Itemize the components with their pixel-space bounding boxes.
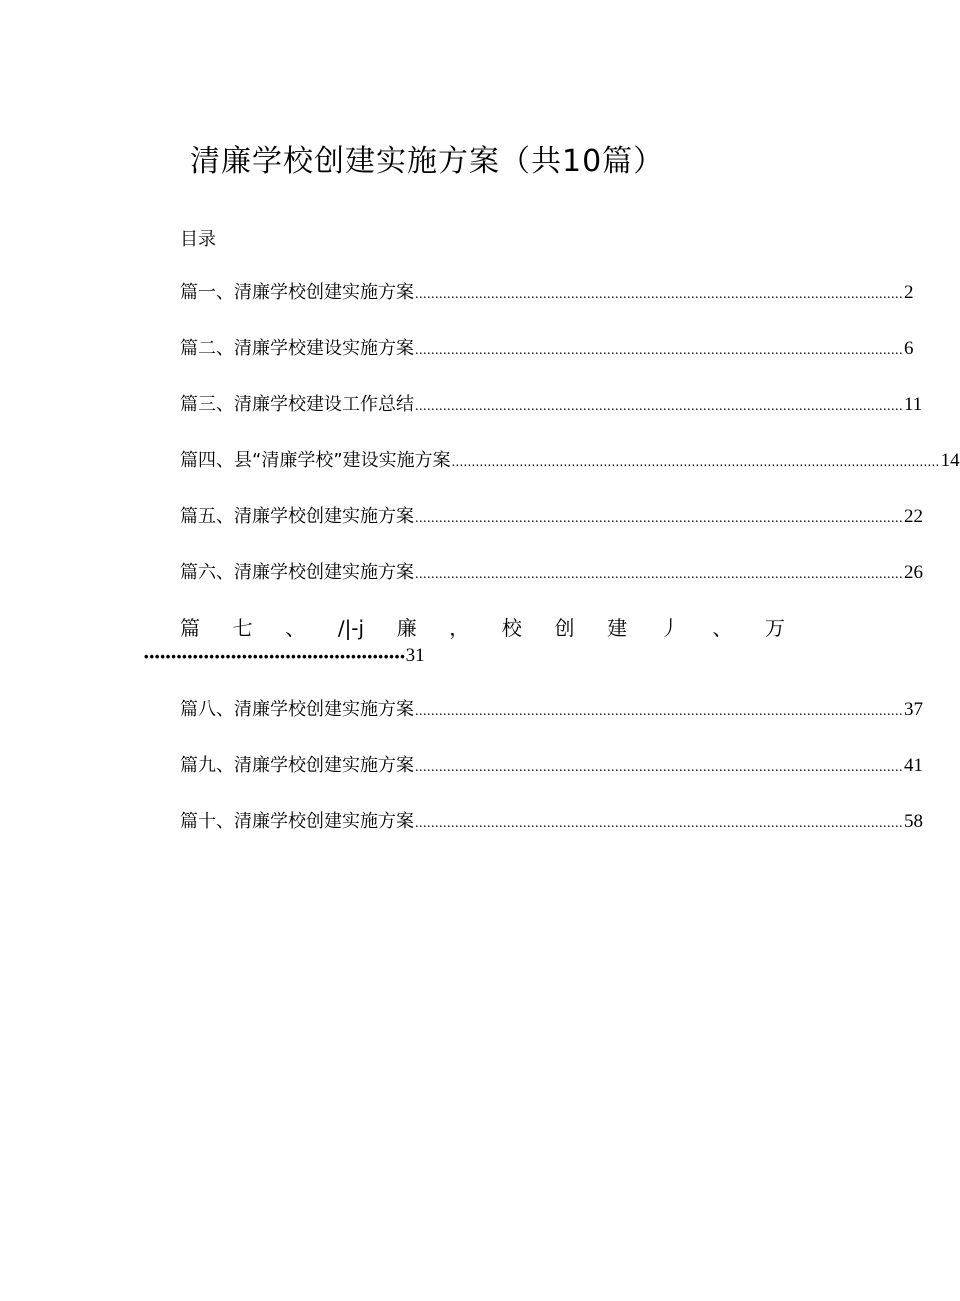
toc-glyph: 七 — [232, 616, 253, 640]
document-title: 清廉学校创建实施方案（共10篇） — [190, 144, 665, 179]
toc-entry[interactable] — [180, 280, 914, 306]
toc-entry[interactable] — [180, 336, 914, 362]
toc-entry-label: 篇一、清廉学校创建实施方案 — [180, 282, 414, 303]
toc-entry-page: 22 — [904, 506, 923, 527]
toc-entry-label: 篇三、清廉学校建设工作总结 — [180, 394, 414, 415]
toc-glyph: 、 — [285, 616, 306, 640]
toc-entry[interactable] — [180, 504, 923, 530]
toc-entry-page: 2 — [904, 282, 914, 303]
toc-entry-page: 37 — [904, 699, 923, 720]
toc-entry-label: 篇五、清廉学校创建实施方案 — [180, 506, 414, 527]
toc-leader-dots: .......................................................................................................................... — [415, 287, 903, 302]
toc-glyph: 篇 — [180, 616, 200, 640]
toc-glyph: 万 — [764, 616, 785, 640]
toc-entry-broken-continuation — [144, 645, 425, 671]
toc-leader-dots: .......................................................................................................................... — [415, 511, 903, 526]
toc-entry-label: 篇四、县“清廉学校”建设实施方案 — [180, 450, 451, 471]
toc-glyph: 丿 — [659, 616, 680, 640]
toc-entry[interactable] — [180, 560, 923, 586]
toc-entry-page: 41 — [904, 755, 923, 776]
toc-leader-dots: .......................................................................................................................... — [415, 816, 903, 831]
toc-glyph: 创 — [554, 616, 575, 640]
toc-glyph: 建 — [607, 616, 628, 640]
toc-entry-page: 14 — [940, 450, 960, 471]
toc-leader-dots: .......................................................................................................................... — [415, 567, 903, 582]
toc-heading: 目录 — [180, 229, 216, 250]
toc-leader-dots: .......................................................................................................................... — [415, 399, 903, 414]
toc-leader-dots: •••••••••••••••••••••••••••••••••••••••••••••••• — [144, 649, 406, 664]
toc-entry-label: 篇九、清廉学校创建实施方案 — [180, 755, 414, 776]
toc-entry-label: 篇十、清廉学校创建实施方案 — [180, 811, 414, 832]
toc-leader-dots: .......................................................................................................................... — [451, 455, 940, 470]
toc-leader-dots: .......................................................................................................................... — [415, 343, 903, 358]
toc-entry[interactable] — [180, 753, 923, 779]
toc-entry-label: 篇六、清廉学校创建实施方案 — [180, 562, 414, 583]
toc-leader-dots: .......................................................................................................................... — [415, 704, 903, 719]
toc-entry-page: 31 — [405, 645, 425, 666]
toc-entry-label: 篇二、清廉学校建设实施方案 — [180, 338, 414, 359]
toc-entry[interactable] — [180, 697, 923, 723]
toc-entry-page: 58 — [904, 811, 923, 832]
toc-glyph: 、 — [712, 616, 733, 640]
toc-entry-page: 26 — [904, 562, 923, 583]
toc-entry-page: 6 — [904, 338, 914, 359]
toc-glyph: ， — [449, 616, 470, 640]
toc-entry[interactable] — [180, 392, 923, 418]
toc-glyph: 校 — [501, 616, 522, 640]
toc-entry-label: 篇八、清廉学校创建实施方案 — [180, 699, 414, 720]
toc-leader-dots: .......................................................................................................................... — [415, 760, 903, 775]
toc-entry-broken[interactable] — [180, 615, 785, 641]
toc-glyph: ∕|-j — [337, 616, 365, 640]
toc-entry[interactable] — [180, 809, 923, 835]
toc-entry[interactable] — [180, 448, 960, 474]
toc-entry-page: 11 — [904, 394, 923, 415]
toc-glyph: 廉 — [396, 616, 417, 640]
